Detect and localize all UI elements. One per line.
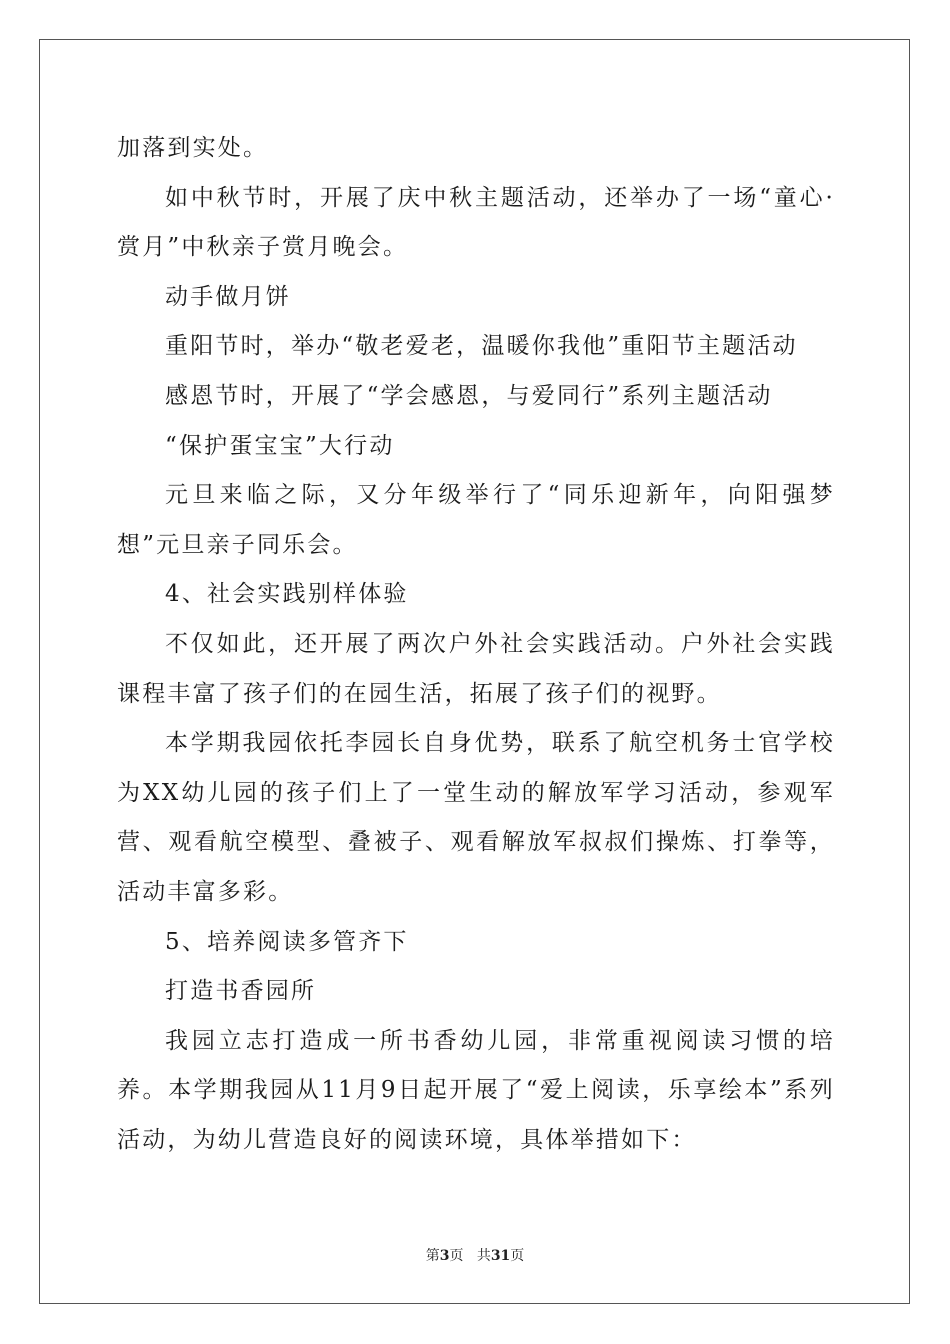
page-number: 3: [439, 1248, 450, 1264]
total-suffix: 页: [510, 1248, 525, 1264]
paragraph-10: 本学期我园依托李园长自身优势，联系了航空机务士官学校为XX幼儿园的孩子们上了一堂生动的解放军学习活动，参观军营、观看航空模型、叠被子、观看解放军叔叔们操炼、打拳等，活动丰富多彩。: [117, 730, 835, 905]
paragraph-13: 我园立志打造成一所书香幼儿园，非常重视阅读习惯的培养。本学期我园从11月9日起开展了“爱上阅读，乐享绘本”系列活动，为幼儿营造良好的阅读环境，具体举措如下：: [117, 1027, 835, 1153]
paragraph-12: 打造书香园所: [165, 978, 317, 1005]
page-footer: [0, 1245, 950, 1265]
total-prefix: 共: [476, 1248, 491, 1264]
section-heading-4: 4、社会实践别样体验: [165, 581, 409, 608]
paragraph-4: 重阳节时，举办“敬老爱老，温暖你我他”重阳节主题活动: [165, 333, 798, 360]
page-suffix: 页: [449, 1248, 464, 1264]
paragraph-5: 感恩节时，开展了“学会感恩，与爱同行”系列主题活动: [165, 382, 773, 409]
paragraph-3: 动手做月饼: [165, 283, 291, 310]
paragraph-9: 不仅如此，还开展了两次户外社会实践活动。户外社会实践课程丰富了孩子们的在园生活，拓展了孩子们的视野。: [117, 630, 835, 707]
paragraph-1: 加落到实处。: [117, 135, 269, 161]
document-body: [117, 124, 835, 1165]
paragraph-6: “保护蛋宝宝”大行动: [165, 432, 395, 459]
paragraph-7: 元旦来临之际，又分年级举行了“同乐迎新年，向阳强梦想”元旦亲子同乐会。: [117, 482, 835, 558]
section-heading-5: 5、培养阅读多管齐下: [165, 928, 409, 955]
paragraph-2: 如中秋节时，开展了庆中秋主题活动，还举办了一场“童心·赏月”中秋亲子赏月晚会。: [117, 184, 835, 261]
page-prefix: 第: [425, 1248, 440, 1264]
total-pages: 31: [490, 1248, 511, 1264]
